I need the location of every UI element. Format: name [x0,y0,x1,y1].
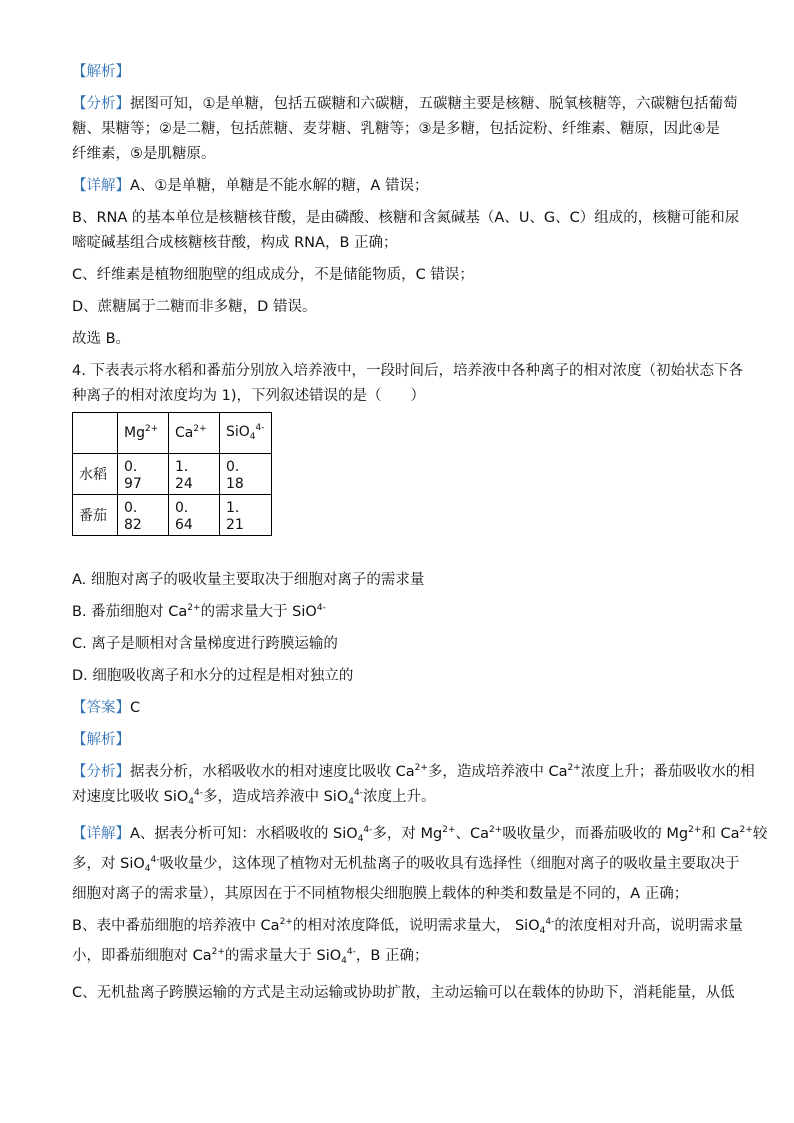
q3-b-line-1: B、RNA 的基本单位是核糖核苷酸，是由磷酸、核糖和含氮碱基（A、U、G、C）组成的，核糖可能和尿 [72,210,740,226]
q4-stem-line-1: 4. 下表表示将水稻和番茄分别放入培养液中，一段时间后，培养液中各种离子的相对浓度（初始状态下各 [72,363,743,379]
q4-fenxi-line-1: 【分析】据表分析，水稻吸收水的相对速度比吸收 $Ca^{2+}$多，造成培养液中 $Ca^{2+}$浓度上升；番茄吸收水的相 [72,763,755,780]
header-sio4: SiO$_4^{4-}$ [220,413,272,454]
q3-select-line: 故选 B。 [72,331,131,347]
header-mg: $Mg^{2+}$ [118,413,169,454]
cell-tomato-mg: 0．82 [118,495,169,536]
cell-rice-sio4: 0．18 [220,454,272,495]
q3-fenxi-line-3: 纤维素，⑤是肌糖原。 [72,146,216,162]
xiangjie-tag: 【详解】 [72,826,130,842]
q4-xiangjie-line-3: 细胞对离子的需求量），其原因在于不同植物根尖细胞膜上载体的种类和数量是不同的，A 正确； [72,886,689,902]
option-b: B. 番茄细胞对 $Ca^{2+}$的需求量大于 SiO$^{4-}$ [72,603,326,620]
header-ca: $Ca^{2+}$ [169,413,220,454]
fenxi-tag: 【分析】 [72,764,130,780]
jiexi-tag: 【解析】 [72,732,130,748]
cell-rice-ca: 1．24 [169,454,220,495]
jiexi-tag: 【解析】 [72,64,130,80]
q4-fenxi-line-2: 对速度比吸收 SiO$_4^{4-}$多，造成培养液中 SiO$_4^{4-}$浓度上升。 [72,788,436,807]
q3-b-line-2: 嘧啶碱基组合成核糖核苷酸，构成 RNA，B 正确； [72,235,398,251]
table-row [73,495,272,536]
q3-d-line: D、蔗糖属于二糖而非多糖，D 错误。 [72,299,317,315]
q4-stem-line-2: 种离子的相对浓度均为 1)，下列叙述错误的是（ ） [72,388,425,404]
q3-c-line: C、纤维素是植物细胞壁的组成成分，不是储能物质，C 错误； [72,267,474,283]
answer-tag: 【答案】 [72,700,130,716]
q4-answer-line [72,698,732,718]
q4-b-line-2: 小，即番茄细胞对 $Ca^{2+}$的需求量大于 SiO$_4^{4-}$，B 正确； [72,947,429,966]
option-d: D. 细胞吸收离子和水分的过程是相对独立的 [72,668,354,684]
q3-fenxi-line-1 [72,94,738,114]
cell-rice-mg: 0．97 [118,454,169,495]
q4-b-line-1: B、表中番茄细胞的培养液中 $Ca^{2+}$的相对浓度降低，说明需求量大， SiO$_4^{4-}$的浓度相对升高，说明需求量 [72,917,743,936]
option-a: A. 细胞对离子的吸收量主要取决于细胞对离子的需求量 [72,572,425,588]
q4-xiangjie-line-2: 多，对 SiO$_4^{4-}$吸收量少，这体现了植物对无机盐离子的吸收具有选择性（细胞对离子的吸收量主要取决于 [72,855,740,874]
q3-xiangjie-text-a: A、①是单糖，单糖是不能水解的糖，A 错误； [130,178,429,194]
q4-jiexi-heading [72,730,732,750]
table-row [73,454,272,495]
table-header-row [73,413,272,454]
cell-tomato-sio4: 1．21 [220,495,272,536]
option-c: C. 离子是顺相对含量梯度进行跨膜运输的 [72,636,338,652]
xiangjie-tag: 【详解】 [72,178,130,194]
row-name-tomato: 番茄 [73,495,118,536]
q3-fenxi-text-1: 据图可知，①是单糖，包括五碳糖和六碳糖，五碳糖主要是核糖、脱氧核糖等，六碳糖包括葡萄 [130,96,738,112]
table-corner-cell [73,413,118,454]
answer-value: C [130,700,141,716]
fenxi-tag: 【分析】 [72,96,130,112]
ion-concentration-table [72,412,272,536]
q3-xiangjie-line-1 [72,176,732,196]
q4-c-line: C、无机盐离子跨膜运输的方式是主动运输或协助扩散，主动运输可以在载体的协助下，消耗能量，从低 [72,985,735,1001]
q3-jiexi-heading [72,62,732,82]
q4-xiangjie-line-1: 【详解】A、据表分析可知：水稻吸收的 SiO$_4^{4-}$多，对 $Mg^{2+}$、$Ca^{2+}$吸收量少，而番茄吸收的 $Mg^{2+}$和 $Ca^{2+}$较 [72,825,768,844]
cell-tomato-ca: 0．64 [169,495,220,536]
q3-fenxi-line-2: 糖、果糖等；②是二糖，包括蔗糖、麦芽糖、乳糖等；③是多糖，包括淀粉、纤维素、糖原，因此④是 [72,121,720,137]
row-name-rice: 水稻 [73,454,118,495]
document-page [72,62,768,1003]
